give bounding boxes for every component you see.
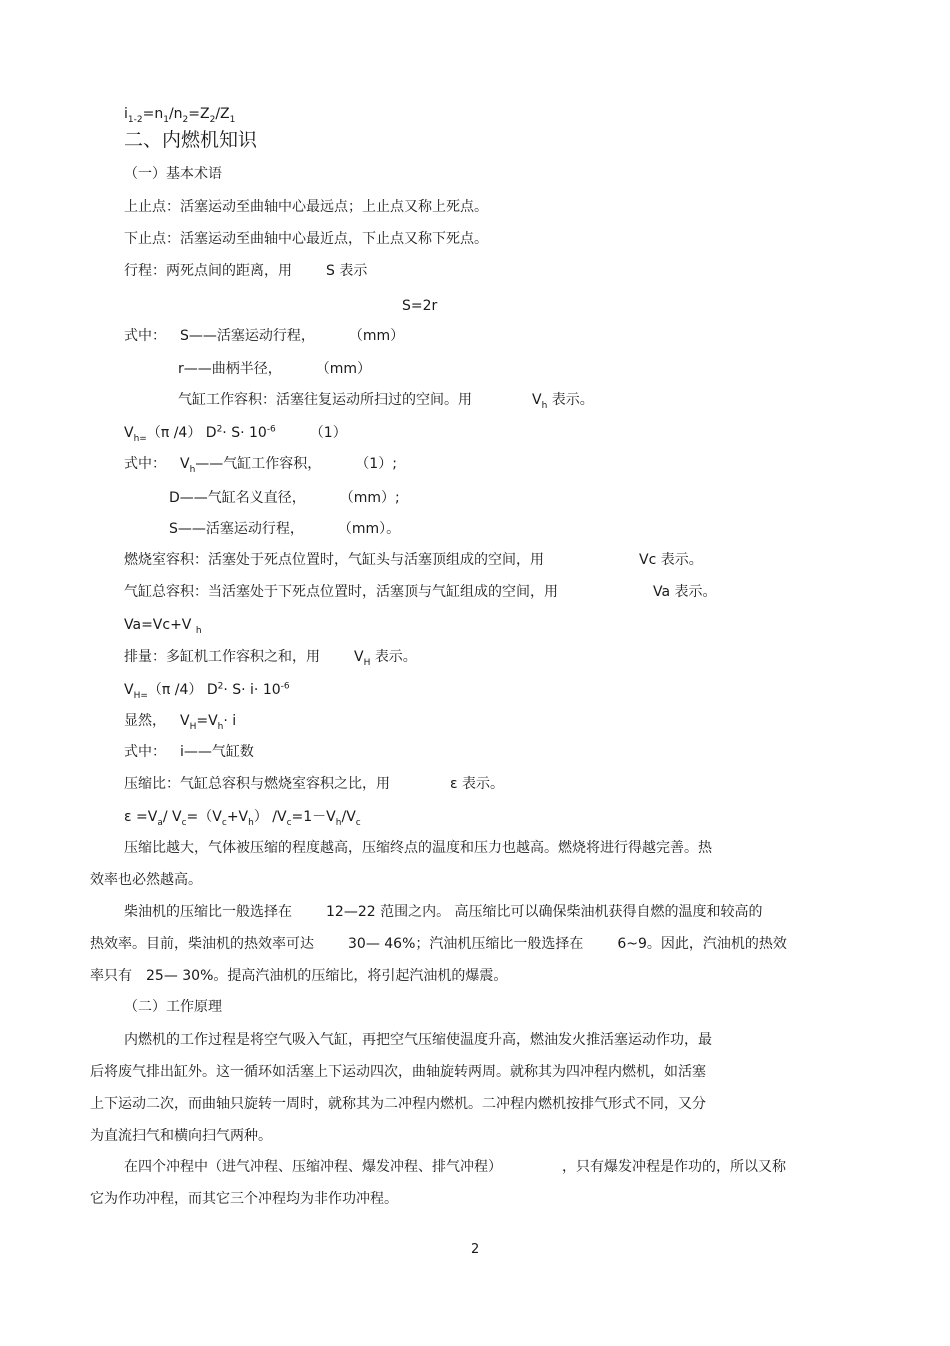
where-radius: r——曲柄半径， （mm）	[178, 361, 372, 377]
page-number: 2	[471, 1242, 480, 1257]
paragraph-principle-line-1: 内燃机的工作过程是将空气吸入气缸，再把空气压缩使温度升高，燃油发火推活塞运动作功，最	[124, 1032, 712, 1048]
paragraph-diesel-line-1: 柴油机的压缩比一般选择在 12—22 范围之内。 高压缩比可以确保柴油机获得自燃的温度和较高的	[124, 904, 763, 920]
gear-ratio-formula: $i_{1-2}=n_1/n_2=Z_2/Z_1$	[124, 106, 236, 125]
paragraph-strokes-line-1: 在四个冲程中（进气冲程、压缩冲程、爆发冲程、排气冲程） ，只有爆发冲程是作功的，所以又称	[124, 1159, 786, 1175]
section-title: 二、内燃机知识	[124, 129, 258, 151]
paragraph-principle-line-4: 为直流扫气和横向扫气两种。	[90, 1128, 272, 1144]
cylinder-volume-definition: 气缸工作容积：活塞往复运动所扫过的空间。用 $V_h$ 表示。	[178, 392, 594, 411]
paragraph-strokes-line-2: 它为作功冲程，而其它三个冲程均为非作功冲程。	[90, 1191, 398, 1207]
combustion-volume-definition: 燃烧室容积：活塞处于死点位置时，气缸头与活塞顶组成的空间，用 Vc 表示。	[124, 552, 703, 568]
where-stroke: 式中： S——活塞运动行程， （mm）	[124, 328, 405, 344]
vH-equation: $V_{H=}(\pi$ /4） $D^2\cdot S\cdot i\cdot 10^{-6}$	[124, 681, 290, 701]
obviously-equation: 显然， $V_H=V_h\cdot i$	[124, 713, 237, 732]
tdc-definition: 上止点：活塞运动至曲轴中心最远点；上止点又称上死点。	[124, 199, 488, 215]
vh-equation: $V_{h=}(\pi$ /4） $D^2\cdot S\cdot 10^{-6}$ （1）	[124, 424, 347, 444]
compression-ratio-definition: 压缩比：气缸总容积与燃烧室容积之比，用 ε 表示。	[124, 776, 505, 792]
stroke-equation: S=2r	[402, 298, 438, 314]
subsection-working-principle: （二）工作原理	[124, 999, 222, 1015]
stroke-definition: 行程：两死点间的距离，用 S 表示	[124, 263, 368, 279]
compression-ratio-equation: $\varepsilon =V_a/$ $V_c=(V_c+V_h)$ $/V_c=1-V_h/V_c$	[124, 809, 361, 828]
where-cylinders: 式中： i——气缸数	[124, 744, 254, 760]
paragraph-principle-line-2: 后将废气排出缸外。这一循环如活塞上下运动四次，曲轴旋转两周。就称其为四冲程内燃机，如活塞	[90, 1064, 706, 1080]
paragraph-diesel-line-2: 热效率。目前，柴油机的热效率可达 30— 46%；汽油机压缩比一般选择在 6~9。因此，汽油机的热效	[90, 936, 787, 952]
paragraph-diesel-line-3: 率只有 25— 30%。提高汽油机的压缩比，将引起汽油机的爆震。	[90, 968, 508, 984]
va-equation: Va=Vc+V $_h$	[124, 617, 202, 636]
displacement-definition: 排量：多缸机工作容积之和，用 $V_H$ 表示。	[124, 649, 417, 668]
paragraph-principle-line-3: 上下运动二次，而曲轴只旋转一周时，就称其为二冲程内燃机。二冲程内燃机按排气形式不同，又分	[90, 1096, 706, 1112]
subsection-basic-terms: （一）基本术语	[124, 166, 222, 182]
paragraph-compression-line-1: 压缩比越大，气体被压缩的程度越高，压缩终点的温度和压力也越高。燃烧将进行得越完善。热	[124, 840, 712, 856]
where-diameter: D——气缸名义直径， （mm）;	[169, 490, 400, 506]
bdc-definition: 下止点：活塞运动至曲轴中心最近点，下止点又称下死点。	[124, 231, 488, 247]
where-stroke-2: S——活塞运动行程， （mm）。	[169, 521, 401, 537]
paragraph-compression-line-2: 效率也必然越高。	[90, 872, 202, 888]
where-vh: 式中： $V_h——$气缸工作容积， （1）;	[124, 456, 397, 475]
total-volume-definition: 气缸总容积：当活塞处于下死点位置时，活塞顶与气缸组成的空间，用 Va 表示。	[124, 584, 717, 600]
